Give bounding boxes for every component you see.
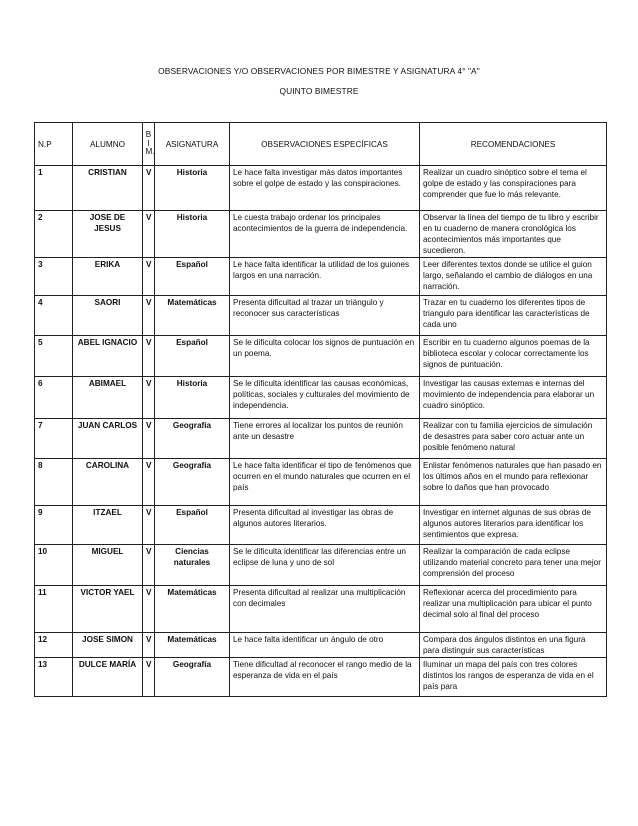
- observation: Se le dificulta identificar las diferencias entre un eclipse de luna y uno de sol: [230, 545, 420, 586]
- row-number: 7: [35, 419, 73, 459]
- row-number: 2: [35, 211, 73, 258]
- table-body: [35, 166, 607, 697]
- bimester: V: [143, 506, 155, 545]
- bimester: V: [143, 658, 155, 697]
- subject: Historia: [155, 211, 230, 258]
- row-number: 6: [35, 377, 73, 419]
- bimester: V: [143, 211, 155, 258]
- recommendation: Reflexionar acerca del procedimiento para realizar una multiplicación para ubicar el punto decimal solo al final del proceso: [420, 586, 607, 633]
- recommendation: Investigar en internet algunas de sus obras de algunos autores literarios para identificar los sentimientos que expresa.: [420, 506, 607, 545]
- recommendation: Enlistar fenómenos naturales que han pasado en los últimos años en el mundo para reflexionar sobre lo daños que han provocado: [420, 459, 607, 506]
- subject: Geografía: [155, 658, 230, 697]
- recommendation: Realizar la comparación de cada eclipse utilizando material concreto para tener una mejor comprensión del proceso: [420, 545, 607, 586]
- table-row: [35, 545, 607, 586]
- table-row: [35, 336, 607, 377]
- recommendation: Realizar con tu familia ejercicios de simulación de desastres para saber coro actuar ante un posible fenómeno natural: [420, 419, 607, 459]
- student-name: ERIKA: [73, 258, 143, 296]
- subject: Historia: [155, 166, 230, 211]
- subject: Matemáticas: [155, 633, 230, 658]
- student-name: MIGUEL: [73, 545, 143, 586]
- row-number: 9: [35, 506, 73, 545]
- row-number: 8: [35, 459, 73, 506]
- recommendation: Leer diferentes textos donde se utilice el guion largo, señalando el cambio de diálogos en una narración.: [420, 258, 607, 296]
- table-row: [35, 211, 607, 258]
- recommendation: Observar la línea del tiempo de tu libro y escribir en tu cuaderno de manera cronológica los acontecimientos más importantes que sucedieron.: [420, 211, 607, 258]
- bimester: V: [143, 296, 155, 336]
- observation: Le hace falta identificar el tipo de fenómenos que ocurren en el mundo naturales que ocurren en el país: [230, 459, 420, 506]
- table-row: [35, 377, 607, 419]
- row-number: 12: [35, 633, 73, 658]
- header-np: N.P: [35, 123, 73, 166]
- observation: Presenta dificultad al trazar un triángulo y reconocer sus características: [230, 296, 420, 336]
- bimester: V: [143, 545, 155, 586]
- header-asignatura: ASIGNATURA: [155, 123, 230, 166]
- bimester: V: [143, 166, 155, 211]
- subject: Historia: [155, 377, 230, 419]
- student-name: DULCE MARÍA: [73, 658, 143, 697]
- subject: Español: [155, 258, 230, 296]
- header-bim-label: BIM.: [145, 130, 155, 156]
- table-row: [35, 633, 607, 658]
- row-number: 3: [35, 258, 73, 296]
- student-name: JOSE SIMON: [73, 633, 143, 658]
- table-row: [35, 419, 607, 459]
- recommendation: Investigar las causas externas e internas del movimiento de independencia para elaborar un cuadro sinóptico.: [420, 377, 607, 419]
- bimester: V: [143, 633, 155, 658]
- recommendation: Trazar en tu cuaderno los diferentes tipos de triangulo para identificar las características de cada uno: [420, 296, 607, 336]
- table-row: [35, 258, 607, 296]
- header-observaciones: OBSERVACIONES ESPECÍFICAS: [230, 123, 420, 166]
- student-name: JUAN CARLOS: [73, 419, 143, 459]
- observation: Le hace falta investigar más datos importantes sobre el golpe de estado y las conspiraciones.: [230, 166, 420, 211]
- subject: Español: [155, 506, 230, 545]
- bimester: V: [143, 586, 155, 633]
- recommendation: Iluminar un mapa del país con tres colores distintos los rangos de esperanza de vida en el país para: [420, 658, 607, 697]
- observations-table: [34, 122, 607, 697]
- observation: Se le dificulta identificar las causas económicas, políticas, sociales y culturales del movimiento de independencia.: [230, 377, 420, 419]
- student-name: ABIMAEL: [73, 377, 143, 419]
- row-number: 10: [35, 545, 73, 586]
- table-row: [35, 296, 607, 336]
- subject: Geografía: [155, 419, 230, 459]
- table-header-row: [35, 123, 607, 166]
- table-row: [35, 586, 607, 633]
- row-number: 13: [35, 658, 73, 697]
- subject: Matemáticas: [155, 586, 230, 633]
- observation: Tiene errores al localizar los puntos de reunión ante un desastre: [230, 419, 420, 459]
- student-name: ITZAEL: [73, 506, 143, 545]
- student-name: JOSE DE JESUS: [73, 211, 143, 258]
- subject: Ciencias naturales: [155, 545, 230, 586]
- observation: Tiene dificultad al reconocer el rango medio de la esperanza de vida en el país: [230, 658, 420, 697]
- document-subtitle: QUINTO BIMESTRE: [279, 86, 359, 96]
- observation: Le hace falta identificar un ángulo de otro: [230, 633, 420, 658]
- observation: Presenta dificultad al investigar las obras de algunos autores literarios.: [230, 506, 420, 545]
- document-title: OBSERVACIONES Y/O OBSERVACIONES POR BIMESTRE Y ASIGNATURA 4° "A": [158, 66, 480, 76]
- bimester: V: [143, 419, 155, 459]
- observation: Le cuesta trabajo ordenar los principales acontecimientos de la guerra de independencia.: [230, 211, 420, 258]
- student-name: ABEL IGNACIO: [73, 336, 143, 377]
- student-name: SAORI: [73, 296, 143, 336]
- row-number: 11: [35, 586, 73, 633]
- observation: Le hace falta identificar la utilidad de los guiones largos en una narración.: [230, 258, 420, 296]
- bimester: V: [143, 459, 155, 506]
- header-recomendaciones: RECOMENDACIONES: [420, 123, 607, 166]
- student-name: CRISTIAN: [73, 166, 143, 211]
- subject: Geografía: [155, 459, 230, 506]
- row-number: 5: [35, 336, 73, 377]
- header-alumno: ALUMNO: [73, 123, 143, 166]
- observation: Presenta dificultad al realizar una multiplicación con decimales: [230, 586, 420, 633]
- recommendation: Escribir en tu cuaderno algunos poemas de la biblioteca escolar y colocar correctamente los signos de puntuación.: [420, 336, 607, 377]
- row-number: 4: [35, 296, 73, 336]
- bimester: V: [143, 336, 155, 377]
- bimester: V: [143, 377, 155, 419]
- table-row: [35, 506, 607, 545]
- recommendation: Compara dos ángulos distintos en una figura para distinguir sus características: [420, 633, 607, 658]
- recommendation: Realizar un cuadro sinóptico sobre el tema el golpe de estado y las conspiraciones para comprender que fue lo más relevante.: [420, 166, 607, 211]
- header-bim: [143, 123, 155, 166]
- student-name: CAROLINA: [73, 459, 143, 506]
- table-row: [35, 459, 607, 506]
- table-row: [35, 658, 607, 697]
- subject: Matemáticas: [155, 296, 230, 336]
- table-row: [35, 166, 607, 211]
- row-number: 1: [35, 166, 73, 211]
- subject: Español: [155, 336, 230, 377]
- observation: Se le dificulta colocar los signos de puntuación en un poema.: [230, 336, 420, 377]
- student-name: VICTOR YAEL: [73, 586, 143, 633]
- bimester: V: [143, 258, 155, 296]
